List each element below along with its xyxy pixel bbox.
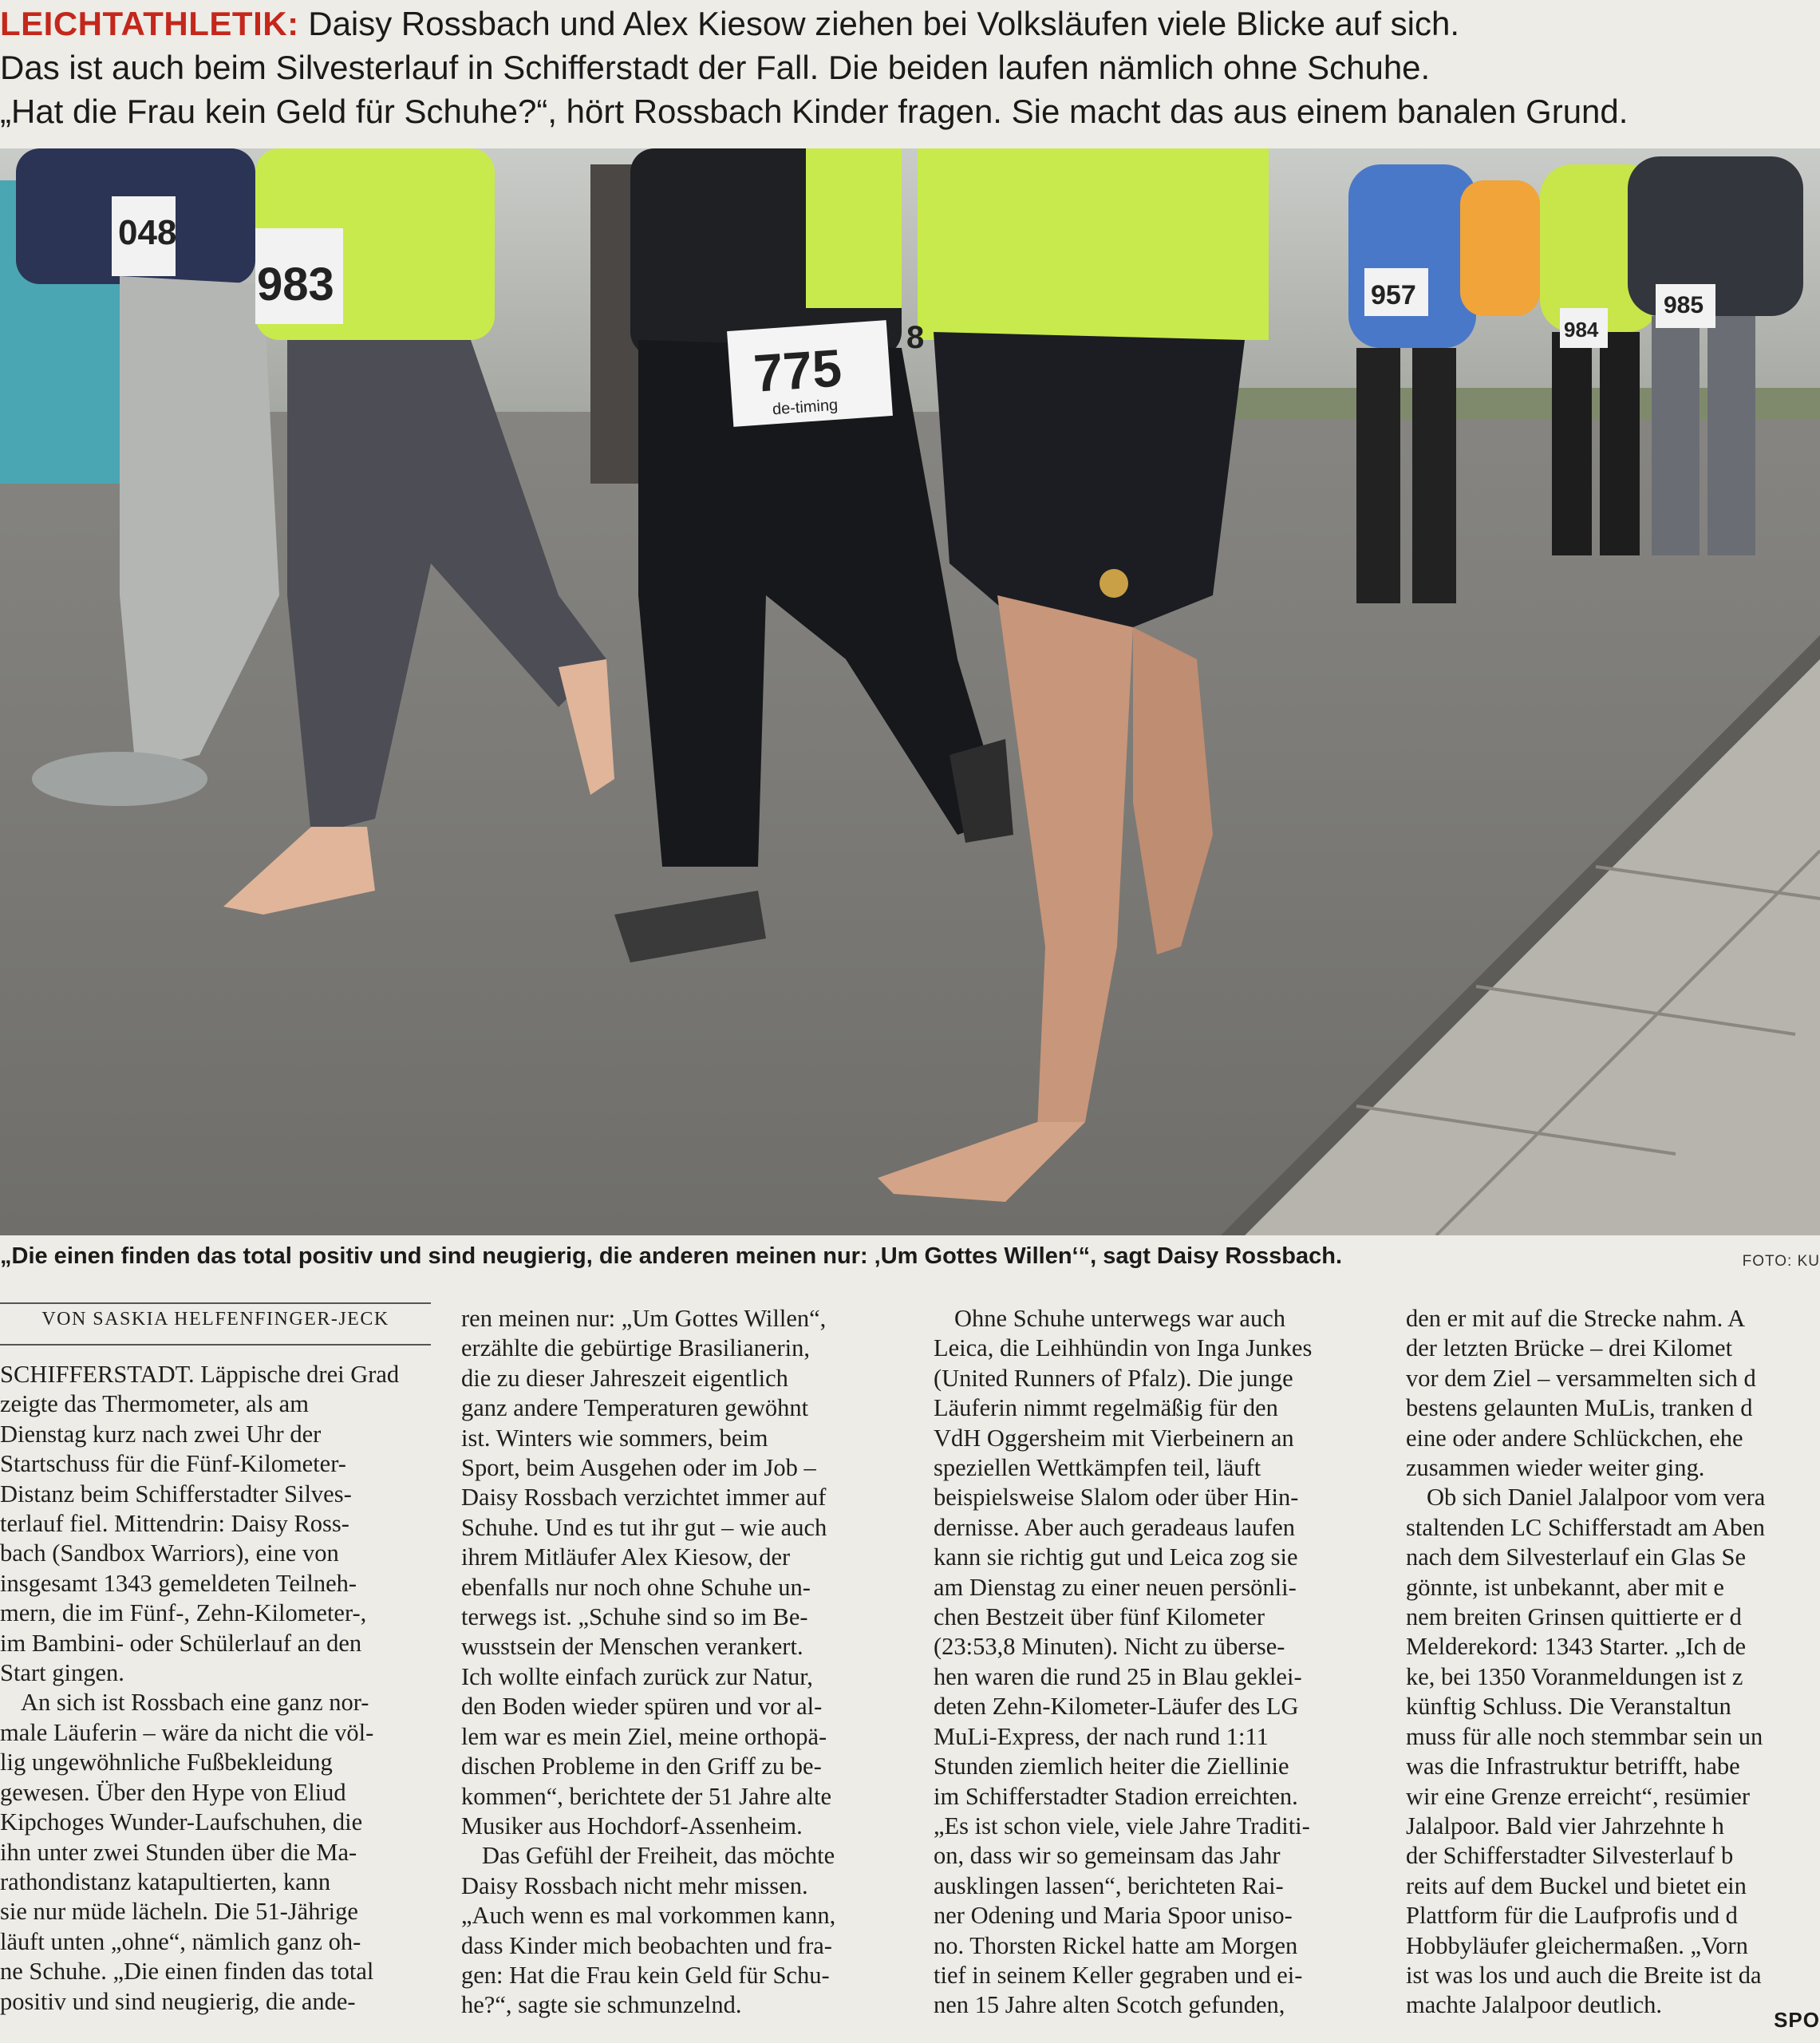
bib-957: 957 <box>1371 280 1416 310</box>
text-line: „Auch wenn es mal vorkommen kann, <box>461 1902 836 1930</box>
text-line: no. Thorsten Rickel hatte am Morgen <box>934 1931 1298 1959</box>
text-line: ebenfalls nur noch ohne Schuhe un- <box>461 1573 811 1601</box>
text-line: bestens gelaunten MuLis, tranken d <box>1406 1394 1753 1422</box>
text-line: Ich wollte einfach zurück zur Natur, <box>461 1662 813 1690</box>
text-line: dischen Probleme in den Griff zu be- <box>461 1753 822 1780</box>
intro-line-2: Das ist auch beim Silvesterlauf in Schifferstadt der Fall. Die beiden laufen nämlich ohne Schuhe. <box>0 49 1431 86</box>
text-line: nem breiten Grinsen quittierte er d <box>1406 1603 1742 1631</box>
text-line: (United Runners of Pfalz). Die junge <box>934 1364 1293 1392</box>
photo-caption: „Die einen finden das total positiv und sind neugierig, die anderen meinen nur: ‚Um Gottes Willen‘“, sagt Daisy Rossbach. <box>0 1243 1343 1269</box>
text-line: Plattform für die Laufprofis und d <box>1406 1902 1738 1930</box>
text-line: ganz andere Temperaturen gewöhnt <box>461 1394 809 1422</box>
text-line: rathondistanz katapultierten, kann <box>0 1867 331 1895</box>
text-line: zeigte das Thermometer, als am <box>0 1390 309 1418</box>
text-line: ist was los und auch die Breite ist da <box>1406 1961 1762 1989</box>
text-line: am Dienstag zu einer neuen persönli- <box>934 1573 1297 1601</box>
text-line: deten Zehn-Kilometer-Läufer des LG <box>934 1693 1299 1721</box>
text-line: male Läuferin – wäre da nicht die völ- <box>0 1718 374 1746</box>
text-line: reits auf dem Buckel und bietet ein <box>1406 1871 1747 1899</box>
text-line: SCHIFFERSTADT. Läppische drei Grad <box>0 1361 400 1388</box>
byline: VON SASKIA HELFENFINGER-JECK <box>41 1309 389 1330</box>
intro-line-1-text: Daisy Rossbach und Alex Kiesow ziehen bei Volksläufen viele Blicke auf sich. <box>298 5 1460 42</box>
text-line: der letzten Brücke – drei Kilomet <box>1406 1334 1733 1362</box>
body-column-3 <box>934 1304 1376 2021</box>
text-line: läuft unten „ohne“, nämlich ganz oh- <box>0 1927 361 1955</box>
text-line: dernisse. Aber auch geradeaus laufen <box>934 1513 1296 1541</box>
text-line: Jalalpoor. Bald vier Jahrzehnte h <box>1406 1812 1724 1839</box>
section-tag: SPO <box>1774 2008 1820 2032</box>
text-line: ihn unter zwei Stunden über die Ma- <box>0 1838 357 1866</box>
text-line: die zu dieser Jahreszeit eigentlich <box>461 1364 788 1392</box>
text-line: Stunden ziemlich heiter die Ziellinie <box>934 1753 1289 1780</box>
text-line: Distanz beim Schifferstadter Silves- <box>0 1480 352 1508</box>
text-line: nach dem Silvesterlauf ein Glas Se <box>1406 1543 1747 1571</box>
text-line: den er mit auf die Strecke nahm. A <box>1406 1305 1746 1332</box>
text-line: „Es ist schon viele, viele Jahre Traditi- <box>934 1812 1310 1839</box>
text-line: speziellen Wettkämpfen teil, läuft <box>934 1454 1261 1482</box>
text-line: mern, die im Fünf-, Zehn-Kilometer-, <box>0 1599 367 1627</box>
text-line: eine oder andere Schlückchen, ehe <box>1406 1424 1743 1452</box>
text-line: ausklingen lassen“, berichteten Rai- <box>934 1871 1284 1899</box>
photo-credit: FOTO: KU <box>1742 1253 1820 1270</box>
text-line: on, dass wir so gemeinsam das Jahr <box>934 1842 1281 1870</box>
byline-rule-top <box>0 1302 431 1304</box>
text-line: ist. Winters wie sommers, beim <box>461 1424 768 1452</box>
text-line: was die Infrastruktur betrifft, habe <box>1406 1753 1740 1780</box>
text-line: lem war es mein Ziel, meine orthopä- <box>461 1722 827 1750</box>
intro-line-3: „Hat die Frau kein Geld für Schuhe?“, hört Rossbach Kinder fragen. Sie macht das aus einem banalen Grund. <box>0 93 1629 130</box>
text-line: Kipchoges Wunder-Laufschuhen, die <box>0 1808 363 1836</box>
text-line: ne Schuhe. „Die einen finden das total <box>0 1958 374 1986</box>
body-column-1 <box>0 1360 431 2017</box>
bib-775: 775 <box>752 338 844 403</box>
text-line: dass Kinder mich beobachten und fra- <box>461 1931 832 1959</box>
text-line: der Schifferstadter Silvesterlauf b <box>1406 1842 1734 1870</box>
text-line: chen Bestzeit über fünf Kilometer <box>934 1603 1265 1631</box>
text-line: positiv und sind neugierig, die ande- <box>0 1987 356 2015</box>
body-column-4 <box>1406 1304 1820 2021</box>
text-line: im Bambini- oder Schülerlauf an den <box>0 1629 362 1657</box>
bib-048: 048 <box>118 213 177 252</box>
text-line: lig ungewöhnliche Fußbekleidung <box>0 1749 333 1776</box>
text-line: wusstsein der Menschen verankert. <box>461 1633 803 1661</box>
text-line: sie nur müde lächeln. Die 51-Jährige <box>0 1898 358 1926</box>
bib-985: 985 <box>1664 292 1704 318</box>
text-line: kommen“, berichtete der 51 Jahre alte <box>461 1782 832 1810</box>
bib-983: 983 <box>257 259 334 310</box>
text-line: ner Odening und Maria Spoor uniso- <box>934 1902 1293 1930</box>
text-line: Hobbyläufer gleichermaßen. „Vorn <box>1406 1931 1748 1959</box>
section-kicker: LEICHTATHLETIK: <box>0 5 299 42</box>
text-line: hen waren die rund 25 in Blau geklei- <box>934 1662 1302 1690</box>
text-line: Ohne Schuhe unterwegs war auch <box>954 1305 1285 1332</box>
text-line: Start gingen. <box>0 1659 124 1687</box>
intro-line-1 <box>0 2 1820 45</box>
text-line: tief in seinem Keller gegraben und ei- <box>934 1961 1303 1989</box>
text-line: gen: Hat die Frau kein Geld für Schu- <box>461 1961 830 1989</box>
text-line: Das Gefühl der Freiheit, das möchte <box>482 1842 835 1870</box>
text-line: insgesamt 1343 gemeldeten Teilneh- <box>0 1569 357 1597</box>
bib-984: 984 <box>1564 318 1599 342</box>
text-line: beispielsweise Slalom oder über Hin- <box>934 1484 1299 1512</box>
text-line: erzählte die gebürtige Brasilianerin, <box>461 1334 810 1362</box>
text-line: zusammen wieder weiter ging. <box>1406 1454 1705 1482</box>
text-line: ke, bei 1350 Voranmeldungen ist z <box>1406 1662 1743 1690</box>
text-line: nen 15 Jahre alten Scotch gefunden, <box>934 1991 1285 2019</box>
text-line: ihrem Mitläufer Alex Kiesow, der <box>461 1543 791 1571</box>
text-line: Läuferin nimmt regelmäßig für den <box>934 1394 1278 1422</box>
text-line: ren meinen nur: „Um Gottes Willen“, <box>461 1305 827 1332</box>
text-line: den Boden wieder spüren und vor al- <box>461 1693 823 1721</box>
text-line: MuLi-Express, der nach rund 1:11 <box>934 1722 1269 1750</box>
text-line: bach (Sandbox Warriors), eine von <box>0 1539 339 1567</box>
bib-775-sponsor: de-timing <box>772 396 839 419</box>
text-line: Dienstag kurz nach zwei Uhr der <box>0 1420 322 1448</box>
text-line: terlauf fiel. Mittendrin: Daisy Ross- <box>0 1510 349 1538</box>
text-line: muss für alle noch stemmbar sein un <box>1406 1722 1763 1750</box>
text-line: machte Jalalpoor deutlich. <box>1406 1991 1662 2019</box>
text-line: Ob sich Daniel Jalalpoor vom vera <box>1427 1484 1766 1512</box>
text-line: terwegs ist. „Schuhe sind so im Be- <box>461 1603 808 1631</box>
byline-rule-bottom <box>0 1344 431 1346</box>
text-line: An sich ist Rossbach eine ganz nor- <box>21 1689 369 1717</box>
text-line: he?“, sagte sie schmunzelnd. <box>461 1991 742 2019</box>
text-line: Daisy Rossbach verzichtet immer auf <box>461 1484 827 1512</box>
text-line: staltenden LC Schifferstadt am Aben <box>1406 1513 1766 1541</box>
text-line: VdH Oggersheim mit Vierbeinern an <box>934 1424 1294 1452</box>
text-line: (23:53,8 Minuten). Nicht zu überse- <box>934 1633 1285 1661</box>
text-line: wir eine Grenze erreicht“, resümier <box>1406 1782 1750 1810</box>
text-line: Melderekord: 1343 Starter. „Ich de <box>1406 1633 1747 1661</box>
text-line: Daisy Rossbach nicht mehr missen. <box>461 1871 808 1899</box>
photo-caption-bar <box>0 1243 1820 1275</box>
text-line: kann sie richtig gut und Leica zog sie <box>934 1543 1298 1571</box>
text-line: Schuhe. Und es tut ihr gut – wie auch <box>461 1513 827 1541</box>
article-photo <box>0 148 1820 1235</box>
body-column-2 <box>461 1304 904 2021</box>
bib-8: 8 <box>906 320 925 355</box>
text-line: Startschuss für die Fünf-Kilometer- <box>0 1450 346 1478</box>
text-line: Sport, beim Ausgehen oder im Job – <box>461 1454 816 1482</box>
runners-photo-illustration <box>0 148 1820 1235</box>
text-line: gönnte, ist unbekannt, aber mit e <box>1406 1573 1724 1601</box>
text-line: im Schifferstadter Stadion erreichten. <box>934 1782 1298 1810</box>
text-line: vor dem Ziel – versammelten sich d <box>1406 1364 1756 1392</box>
text-line: künftig Schluss. Die Veranstaltun <box>1406 1693 1731 1721</box>
text-line: Musiker aus Hochdorf-Assenheim. <box>461 1812 803 1839</box>
text-line: gewesen. Über den Hype von Eliud <box>0 1778 346 1806</box>
text-line: Leica, die Leihhündin von Inga Junkes <box>934 1334 1313 1362</box>
article-intro <box>0 0 1820 133</box>
